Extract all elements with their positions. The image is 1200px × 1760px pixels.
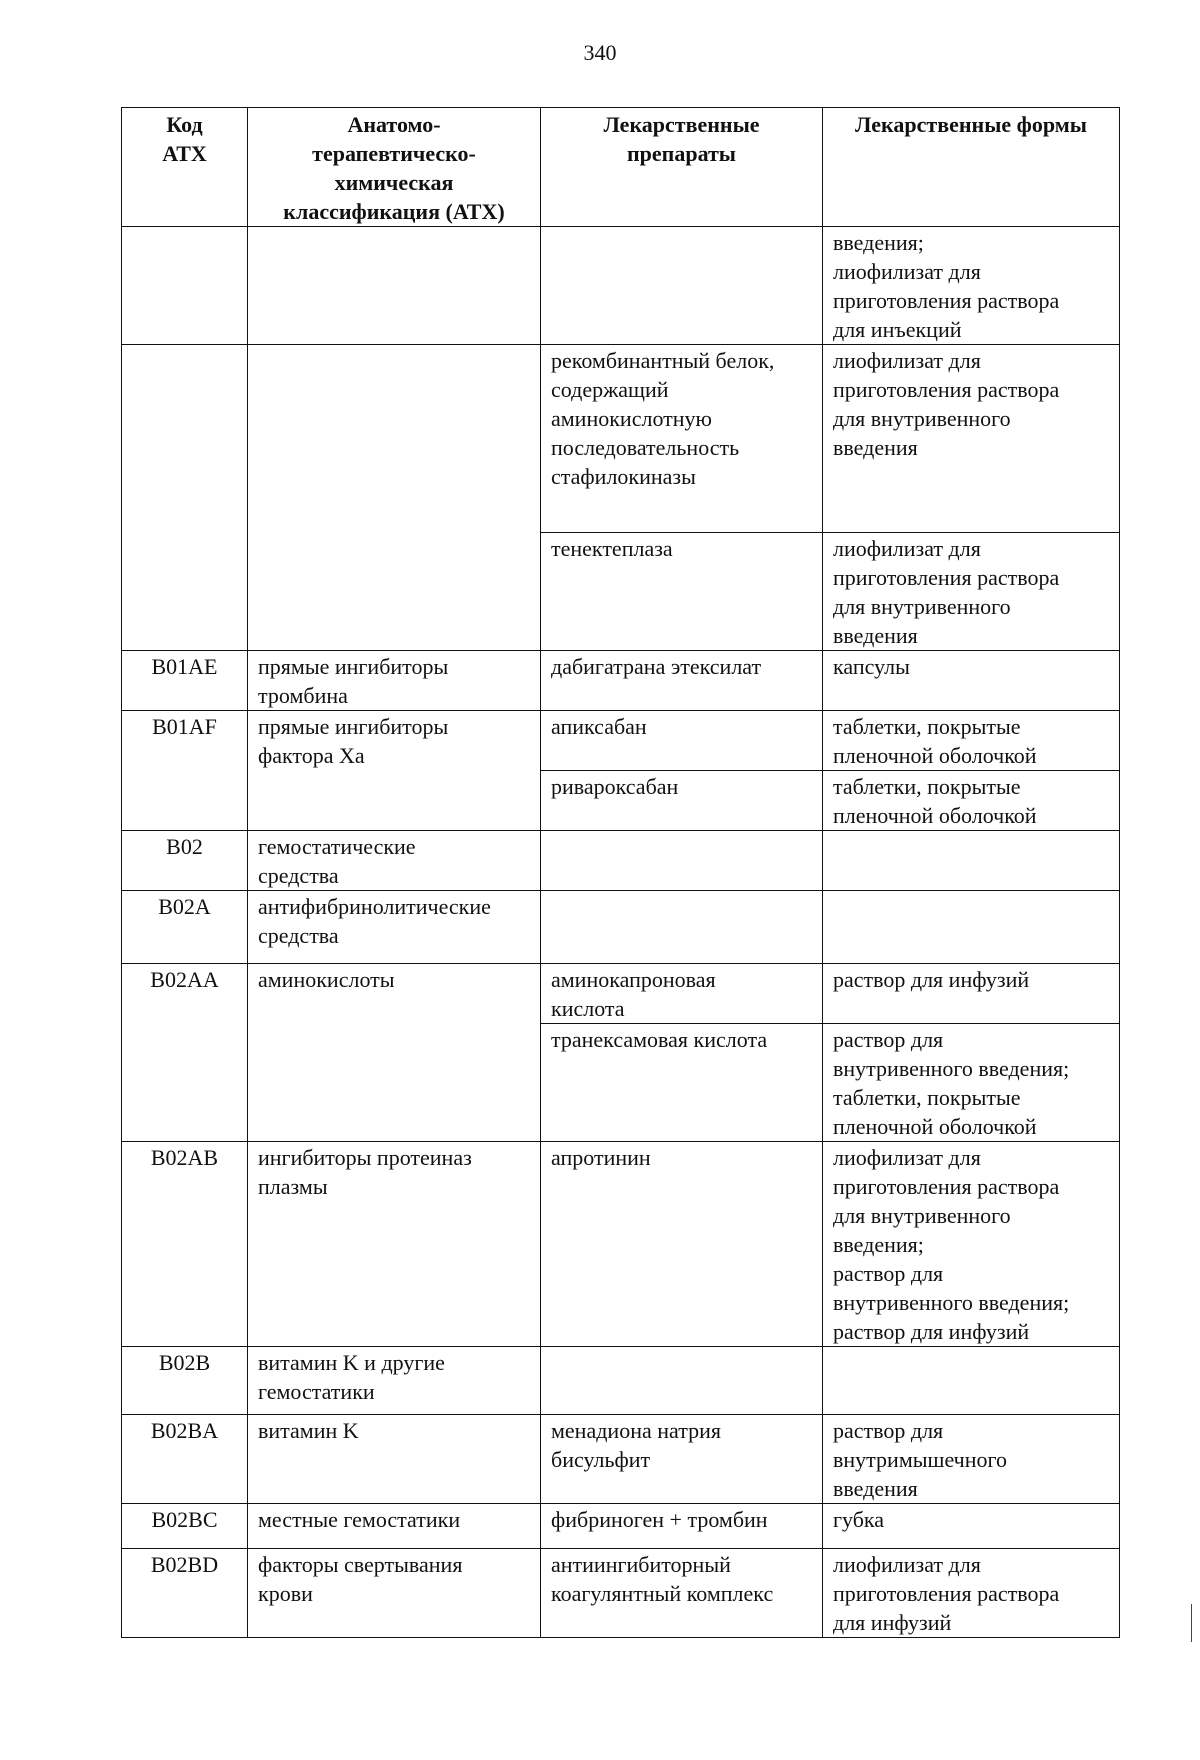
cell-line: коагулянтный комплекс [551, 1581, 774, 1606]
classification-cell [248, 964, 541, 1142]
code-cell: B01AE [122, 651, 248, 711]
form-cell [823, 227, 1120, 345]
drug-cell [541, 1415, 823, 1504]
form-cell [823, 1549, 1120, 1638]
cell-line: фактора Xa [258, 743, 365, 768]
cell-line: фибриноген + тромбин [551, 1507, 768, 1532]
table-row [122, 651, 1120, 711]
cell-line: рекомбинантный белок, [551, 348, 775, 373]
cell-line: раствор для [833, 1418, 944, 1443]
cell-line: раствор для инфузий [833, 967, 1030, 992]
cell-line: местные гемостатики [258, 1507, 461, 1532]
cell-line: Код [166, 112, 203, 137]
page-number: 340 [583, 40, 617, 65]
table-row [122, 831, 1120, 891]
form-cell [823, 651, 1120, 711]
cell-line: антифибринолитические [258, 894, 491, 919]
cell-line: введения [833, 623, 918, 648]
cell-line: введения [833, 1476, 918, 1501]
cell-line: приготовления раствора [833, 288, 1060, 313]
cell-line: прямые ингибиторы [258, 654, 449, 679]
cell-line: Лекарственные [603, 112, 760, 137]
cell-line: дабигатрана этексилат [551, 654, 762, 679]
cell-line: для внутривенного [833, 594, 1011, 619]
cell-line: АТХ [162, 141, 207, 166]
form-cell [823, 1142, 1120, 1347]
cell-line: средства [258, 863, 339, 888]
cell-line: для инъекций [833, 317, 962, 342]
cell-line: лиофилизат для [833, 259, 981, 284]
cell-line: внутривенного введения; [833, 1290, 1070, 1315]
table-row [122, 711, 1120, 771]
form-cell [823, 891, 1120, 964]
cell-line: раствор для инфузий [833, 1319, 1030, 1344]
cell-line: приготовления раствора [833, 1174, 1060, 1199]
cell-line: Анатомо- [347, 112, 441, 137]
cell-line: плазмы [258, 1174, 328, 1199]
cell-line: ингибиторы протеиназ [258, 1145, 472, 1170]
classification-cell [248, 711, 541, 831]
cell-line: крови [258, 1581, 313, 1606]
cell-line: раствор для [833, 1261, 944, 1286]
cell-line: раствор для [833, 1027, 944, 1052]
classification-cell [248, 831, 541, 891]
table-row [122, 1549, 1120, 1638]
drug-cell [541, 651, 823, 711]
form-cell [823, 533, 1120, 651]
cell-line: тенектеплаза [551, 536, 673, 561]
cell-line: стафилокиназы [551, 464, 696, 489]
cell-line: витамин K и другие [258, 1350, 445, 1375]
classification-cell [248, 1347, 541, 1415]
drug-cell [541, 831, 823, 891]
cell-line: гемостатические [258, 834, 416, 859]
header-classification [248, 108, 541, 227]
cell-line: приготовления раствора [833, 565, 1060, 590]
table-row [122, 345, 1120, 533]
cell-line: терапевтическо- [312, 141, 476, 166]
drug-cell [541, 345, 823, 533]
header-forms [823, 108, 1120, 227]
form-cell [823, 1415, 1120, 1504]
form-cell [823, 831, 1120, 891]
cell-line: лиофилизат для [833, 536, 981, 561]
cell-line: для внутривенного [833, 406, 1011, 431]
cell-line: гемостатики [258, 1379, 375, 1404]
cell-line: аминокислоты [258, 967, 395, 992]
table-row [122, 891, 1120, 964]
table-row [122, 1415, 1120, 1504]
cell-line: для инфузий [833, 1610, 952, 1635]
cell-line: введения; [833, 230, 924, 255]
form-cell [823, 345, 1120, 533]
cell-line: кислота [551, 996, 625, 1021]
cell-line: содержащий [551, 377, 669, 402]
cell-line: апиксабан [551, 714, 647, 739]
table-row [122, 1504, 1120, 1549]
cell-line: химическая [334, 170, 454, 195]
cell-line: внутривенного введения; [833, 1056, 1070, 1081]
header-code [122, 108, 248, 227]
code-cell: B02AA [122, 964, 248, 1142]
drug-cell [541, 1024, 823, 1142]
cell-line: для внутривенного [833, 1203, 1011, 1228]
form-cell [823, 1347, 1120, 1415]
cell-line: прямые ингибиторы [258, 714, 449, 739]
cell-line: последовательность [551, 435, 740, 460]
drug-cell [541, 771, 823, 831]
code-cell: B02BD [122, 1549, 248, 1638]
header-drugs [541, 108, 823, 227]
cell-line: внутримышечного [833, 1447, 1007, 1472]
cell-line: приготовления раствора [833, 1581, 1060, 1606]
classification-cell [248, 1142, 541, 1347]
cell-line: приготовления раствора [833, 377, 1060, 402]
cell-line: капсулы [833, 654, 910, 679]
form-cell [823, 1504, 1120, 1549]
drug-cell [541, 1142, 823, 1347]
cell-line: пленочной оболочкой [833, 743, 1037, 768]
drug-cell [541, 533, 823, 651]
cell-line: менадиона натрия [551, 1418, 721, 1443]
table-row [122, 227, 1120, 345]
cell-line: аминокапроновая [551, 967, 716, 992]
drug-cell [541, 1347, 823, 1415]
drug-cell [541, 1549, 823, 1638]
drug-cell [541, 1504, 823, 1549]
cell-line: введения [833, 435, 918, 460]
cell-line: ривароксабан [551, 774, 679, 799]
cell-line: лиофилизат для [833, 348, 981, 373]
cell-line: витамин K [258, 1418, 359, 1443]
code-cell: B02 [122, 831, 248, 891]
cell-line: транексамовая кислота [551, 1027, 768, 1052]
cell-line: бисульфит [551, 1447, 651, 1472]
classification-cell [248, 651, 541, 711]
code-cell: B02BA [122, 1415, 248, 1504]
cell-line: антиингибиторный [551, 1552, 731, 1577]
cell-line: пленочной оболочкой [833, 803, 1037, 828]
cell-line: таблетки, покрытые [833, 774, 1021, 799]
drug-cell [541, 964, 823, 1024]
form-cell [823, 964, 1120, 1024]
code-cell [122, 227, 248, 345]
cell-line: тромбина [258, 683, 348, 708]
form-cell [823, 771, 1120, 831]
table-row [122, 1347, 1120, 1415]
classification-cell [248, 227, 541, 345]
cell-line: лиофилизат для [833, 1145, 981, 1170]
classification-cell [248, 345, 541, 651]
table-header-row [122, 108, 1120, 227]
cell-line: препараты [626, 141, 736, 166]
drug-cell [541, 891, 823, 964]
drug-cell [541, 227, 823, 345]
cell-line: губка [833, 1507, 885, 1532]
cell-line: классификация (АТХ) [283, 199, 505, 224]
cell-line: таблетки, покрытые [833, 714, 1021, 739]
drug-cell [541, 711, 823, 771]
table-row [122, 1142, 1120, 1347]
classification-cell [248, 1504, 541, 1549]
cell-line: таблетки, покрытые [833, 1085, 1021, 1110]
code-cell: B02A [122, 891, 248, 964]
code-cell: B02B [122, 1347, 248, 1415]
scan-edge-mark [1191, 1604, 1192, 1642]
atc-drug-table [121, 107, 1120, 1638]
cell-line: апротинин [551, 1145, 651, 1170]
classification-cell [248, 1549, 541, 1638]
cell-line: аминокислотную [551, 406, 712, 431]
cell-line: пленочной оболочкой [833, 1114, 1037, 1139]
table-row [122, 964, 1120, 1024]
classification-cell [248, 891, 541, 964]
classification-cell [248, 1415, 541, 1504]
cell-line: введения; [833, 1232, 924, 1257]
form-cell [823, 1024, 1120, 1142]
code-cell: B02BC [122, 1504, 248, 1549]
code-cell [122, 345, 248, 651]
cell-line: лиофилизат для [833, 1552, 981, 1577]
code-cell: B01AF [122, 711, 248, 831]
cell-line: средства [258, 923, 339, 948]
cell-line: Лекарственные формы [855, 112, 1087, 137]
cell-line: факторы свертывания [258, 1552, 463, 1577]
form-cell [823, 711, 1120, 771]
code-cell: B02AB [122, 1142, 248, 1347]
